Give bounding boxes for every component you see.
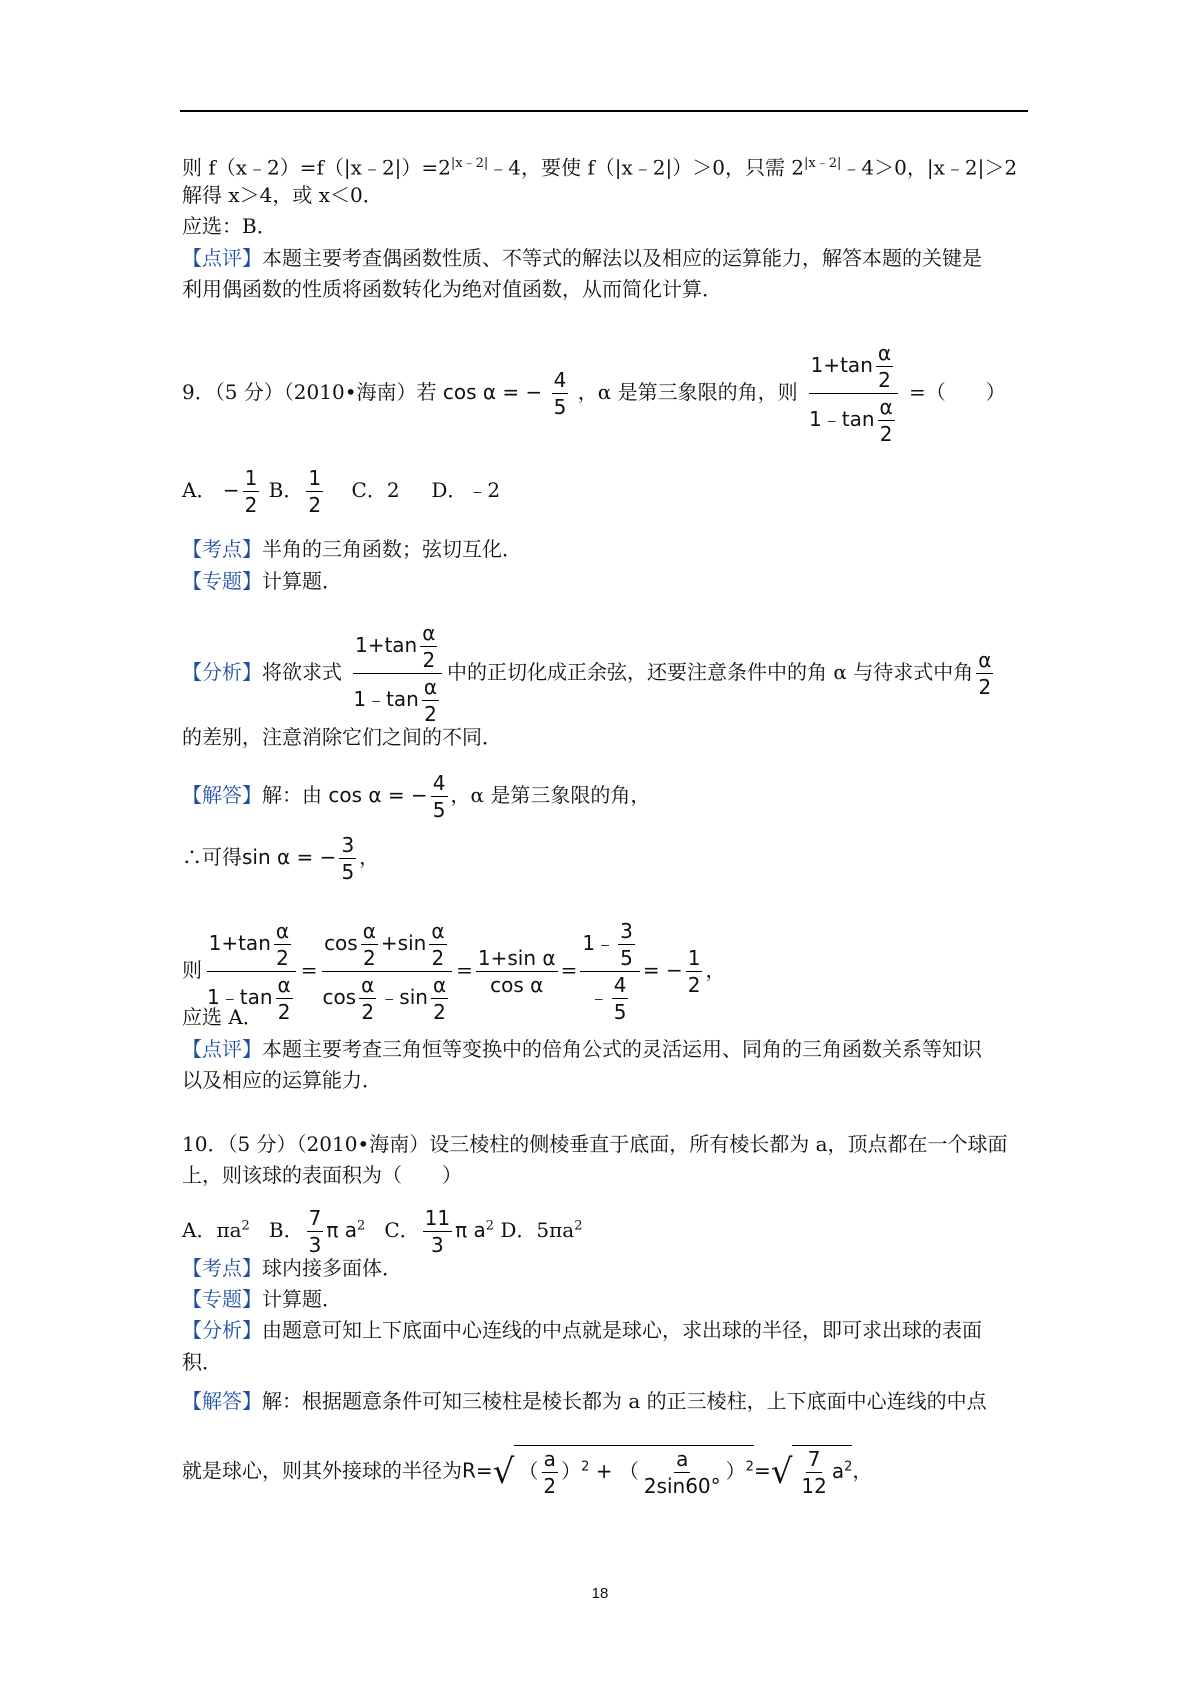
- question-9-options: A． − $\frac{1}{2}$ B． $\frac{1}{2}$ C．2 D．﹣2: [182, 466, 501, 517]
- question-10-stem: 10．（5 分）（2010•海南）设三棱柱的侧棱垂直于底面，所有棱长都为 a，顶点都在一个球面: [182, 1132, 1008, 1156]
- analysis: 【分析】将欲求式 1+tan $\frac{\alpha}{2}$ 1﹣tan $\frac{\alpha}{2}$ 中的正切化成正余弦，还要注意条件中的角 α 与待求式中角 $\frac{\alpha}{2}$: [182, 621, 992, 726]
- analysis: 【分析】由题意可知上下底面中心连线的中点就是球心，求出球的半径，即可求出球的表面: [182, 1318, 982, 1342]
- text-line: 则 $f(x﹣2)=f(|x﹣2|)=2^{|x﹣2|}﹣4$，要使 f（|x﹣2|）＞0，只需 $2^{|x﹣2|}﹣4>0$，|x﹣2|＞2: [182, 155, 1018, 180]
- solution-line: 【解答】解：根据题意条件可知三棱柱是棱长都为 a 的正三棱柱，上下底面中心连线的中点: [182, 1389, 987, 1413]
- solution-line: ∴可得sin α = − $\frac{3}{5}$ ，: [182, 833, 380, 884]
- question-10-options: A．$\pi a^2$ B． $\frac{7}{3}$ π $a^2$ C． $\frac{11}{3}$ π $a^2$ D．$5\pi a^2$: [182, 1206, 583, 1257]
- question-9-stem: 9．（5 分）（2010•海南）若 cos α = − $\frac{4}{5}$ ，α 是第三象限的角，则 1+tan $\frac{\alpha}{2}$ 1﹣tan $\frac{\alpha}{2}$ =（ ）: [182, 341, 1006, 446]
- knowledge-point: 【考点】球内接多面体．: [182, 1256, 402, 1280]
- solution-line: 【解答】解：由 cos α = − $\frac{4}{5}$ ，α 是第三象限的角，: [182, 771, 651, 822]
- solution-equation: 则 1+tan $\frac{\alpha}{2}$ 1﹣tan $\frac{\alpha}{2}$ = cos $\frac{\alpha}{2}$ +sin $\frac{\alpha}{2}$ cos $\frac{\alpha}{2}$ ﹣sin $\frac{\alpha}{2}$ = $\frac{\text{1+sin α}}{\text{cos α}}$ = 1﹣ $\frac{3}{5}$ ﹣ $\frac{4}{5}$ = − $\frac{1}{2}$ ，: [182, 919, 726, 1024]
- knowledge-point: 【考点】半角的三角函数；弦切互化．: [182, 537, 522, 561]
- comment-line: 【点评】本题主要考查偶函数性质、不等式的解法以及相应的运算能力，解答本题的关键是: [182, 246, 982, 270]
- text-line: 的差别，注意消除它们之间的不同．: [182, 725, 502, 749]
- text-line: 以及相应的运算能力．: [182, 1068, 382, 1092]
- comment-line: 【点评】本题主要考查三角恒等变换中的倍角公式的灵活运用、同角的三角函数关系等知识: [182, 1037, 982, 1061]
- text-line: 应选 A．: [182, 1005, 263, 1029]
- topic: 【专题】计算题．: [182, 1287, 342, 1311]
- header-rule: [180, 110, 1028, 112]
- topic: 【专题】计算题．: [182, 569, 342, 593]
- page-number: 18: [591, 1585, 609, 1602]
- question-10-stem: 上，则该球的表面积为（ ）: [182, 1163, 462, 1187]
- text-line: 解得 x＞4，或 x＜0．: [182, 183, 383, 207]
- solution-radius: 就是球心，则其外接球的半径为R=√ （ $\frac{a}{2}$ ）$^2$ + （ $\frac{a}{2\sin 60^\circ}$ ）$^2$=√ $\frac{7}{12}$ $a^2$，: [182, 1447, 873, 1498]
- text-line: 积．: [182, 1350, 222, 1374]
- text-line: 应选：B．: [182, 214, 277, 238]
- text-line: 利用偶函数的性质将函数转化为绝对值函数，从而简化计算．: [182, 277, 722, 301]
